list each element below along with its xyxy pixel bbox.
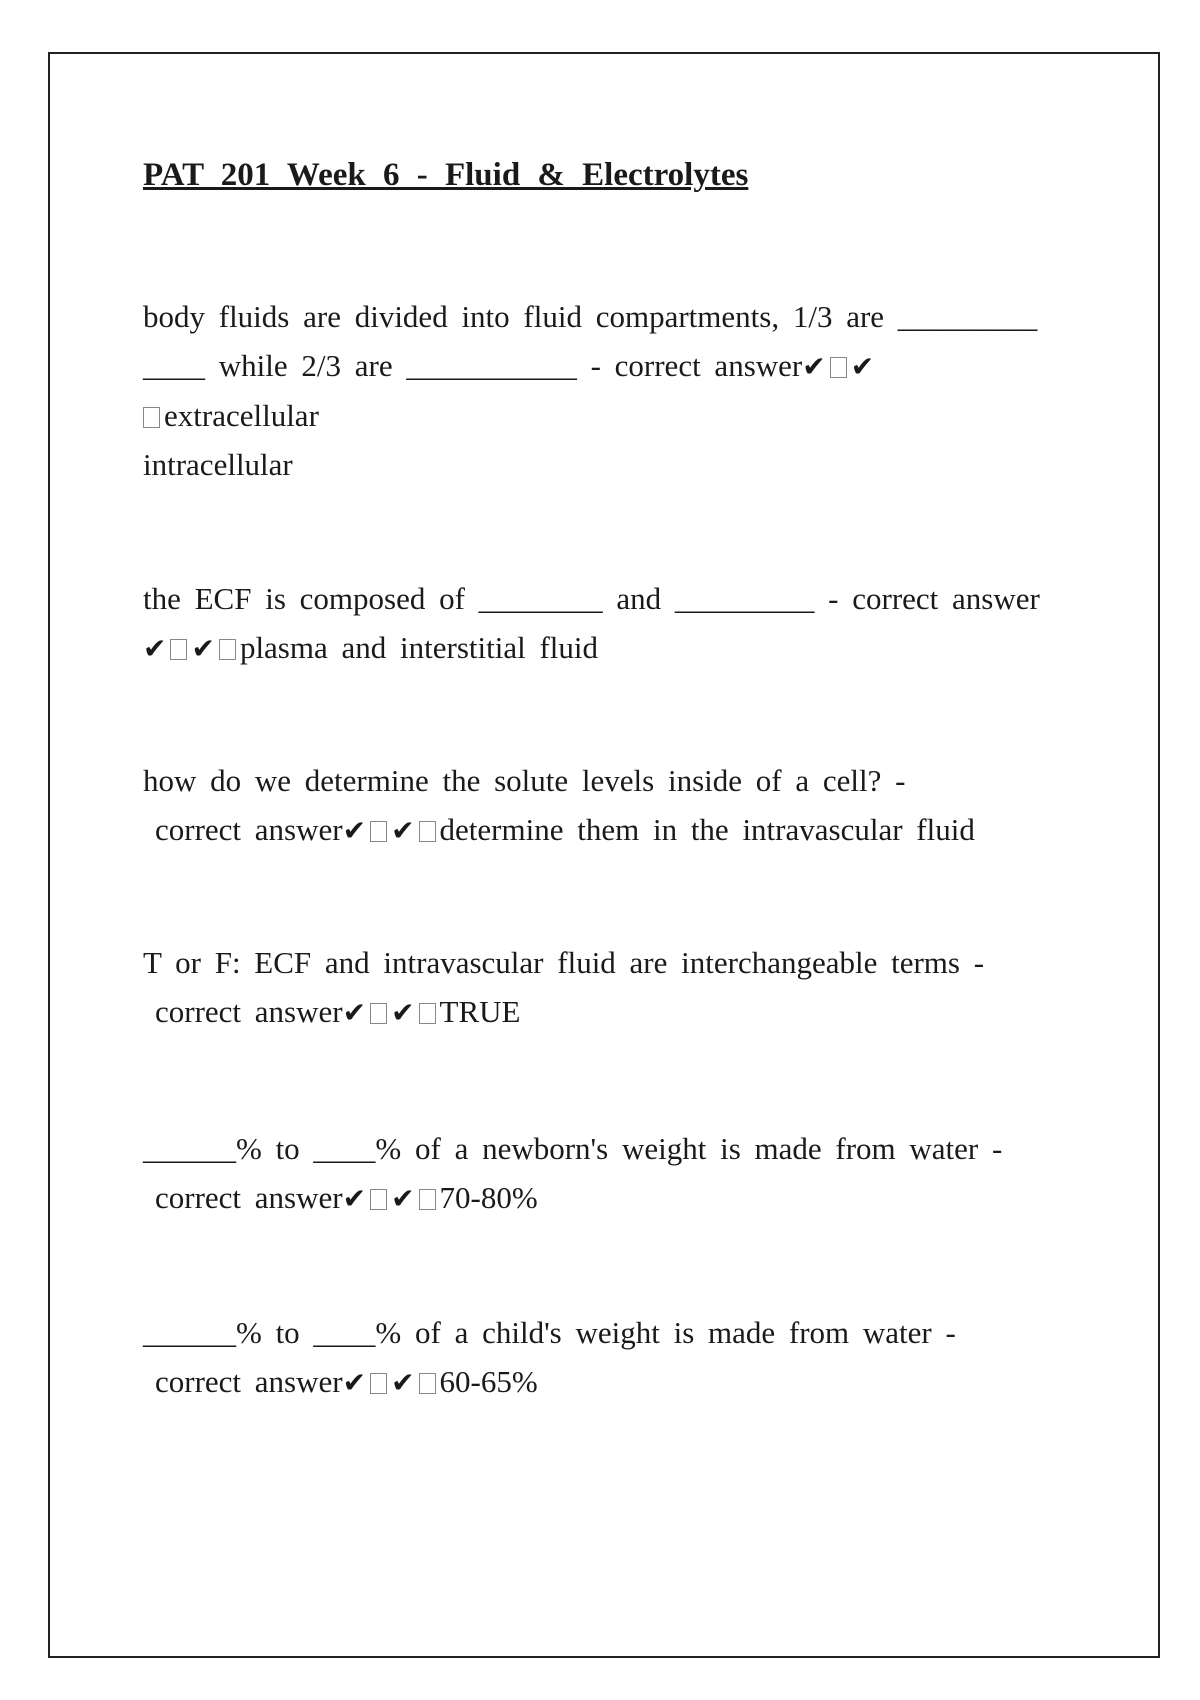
check-icon: ✔	[342, 1182, 367, 1215]
check-icon: ✔	[802, 350, 826, 383]
question-text: the ECF is composed of ________ and _________ - correct answer	[143, 581, 1040, 616]
missing-glyph-icon	[830, 357, 847, 378]
missing-glyph-icon	[419, 1003, 436, 1024]
question-text: T or F: ECF and intravascular fluid are interchangeable terms -	[143, 945, 985, 980]
page-title: PAT 201 Week 6 - Fluid & Electrolytes	[143, 157, 749, 193]
check-icon: ✔	[391, 996, 415, 1029]
answer-text: correct answer✔ ✔ TRUE	[155, 994, 521, 1029]
document-body	[143, 150, 1063, 1407]
missing-glyph-icon	[219, 639, 236, 660]
check-icon: ✔	[143, 632, 167, 665]
qa-item	[143, 574, 1063, 673]
missing-glyph-icon	[170, 639, 187, 660]
question-text: body fluids are divided into fluid compartments, 1/3 are _________	[143, 299, 1038, 334]
qa-item	[143, 938, 1063, 1037]
missing-glyph-icon	[419, 821, 436, 842]
qa-item	[143, 292, 1063, 489]
question-text: ______% to ____% of a newborn's weight is made from water -	[143, 1131, 1003, 1166]
qa-item	[143, 1308, 1063, 1407]
missing-glyph-icon	[143, 407, 160, 428]
missing-glyph-icon	[419, 1189, 436, 1210]
answer-text: correct answer✔ ✔ 60-65%	[155, 1364, 538, 1399]
question-text: how do we determine the solute levels inside of a cell? -	[143, 763, 906, 798]
check-icon: ✔	[850, 350, 875, 383]
check-icon: ✔	[391, 1182, 415, 1215]
answer-text: intracellular	[143, 447, 293, 482]
check-icon: ✔	[342, 996, 367, 1029]
missing-glyph-icon	[419, 1373, 436, 1394]
check-icon: ✔	[191, 632, 215, 665]
missing-glyph-icon	[370, 1003, 387, 1024]
missing-glyph-icon	[370, 1373, 387, 1394]
missing-glyph-icon	[370, 1189, 387, 1210]
check-icon: ✔	[391, 1366, 415, 1399]
check-icon: ✔	[391, 814, 415, 847]
check-icon: ✔	[342, 1366, 367, 1399]
missing-glyph-icon	[370, 821, 387, 842]
answer-text: correct answer✔ ✔ determine them in the intravascular fluid	[155, 812, 975, 847]
question-text: ____ while 2/3 are ___________ - correct answer✔ ✔	[143, 348, 875, 383]
answer-text: ✔ ✔ plasma and interstitial fluid	[143, 630, 598, 665]
question-text: ______% to ____% of a child's weight is made from water -	[143, 1315, 956, 1350]
answer-text: correct answer✔ ✔ 70-80%	[155, 1180, 538, 1215]
answer-text: extracellular	[143, 391, 1063, 440]
qa-item	[143, 1124, 1063, 1223]
qa-item	[143, 756, 1063, 855]
check-icon: ✔	[342, 814, 367, 847]
